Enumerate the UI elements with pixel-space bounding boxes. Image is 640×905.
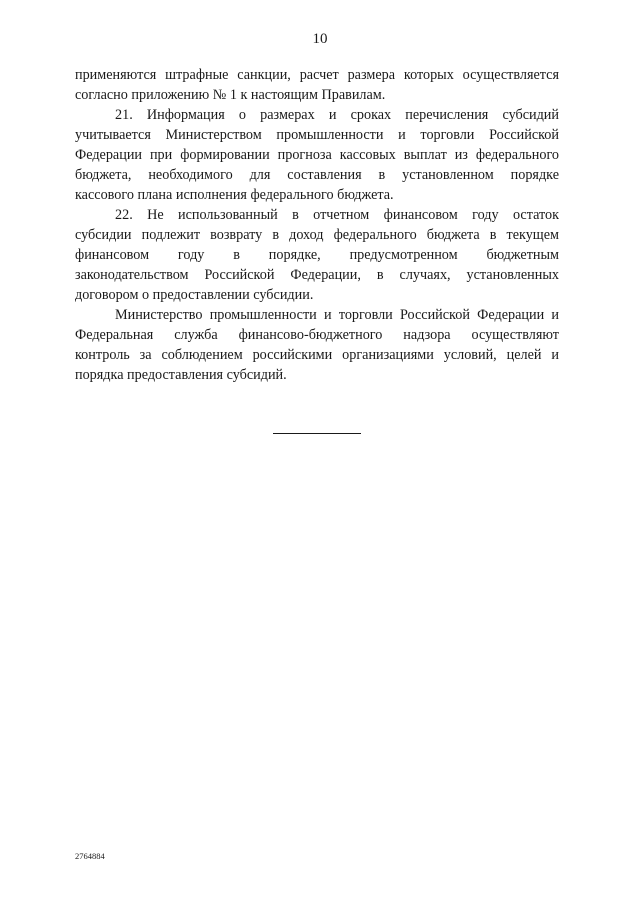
text-line: Министерство промышленности и торговли Российской Федерации и: [115, 307, 559, 323]
text-line: кассового плана исполнения федерального бюджета.: [75, 187, 394, 203]
page-number: 10: [312, 31, 328, 47]
text-line: 21. Информация о размерах и сроках перечисления субсидий: [115, 107, 559, 123]
text-line: Федеральная служба финансово-бюджетного надзора осуществляют: [75, 327, 559, 343]
paragraph-item-21: [75, 105, 559, 205]
document-body: [75, 65, 559, 385]
text-line: согласно приложению № 1 к настоящим Правилам.: [75, 87, 386, 103]
text-line: порядка предоставления субсидий.: [75, 367, 287, 383]
end-divider: [273, 433, 361, 434]
text-line: бюджета, необходимого для составления в установленном порядке: [75, 167, 559, 183]
text-line: договором о предоставлении субсидии.: [75, 287, 314, 303]
text-line: применяются штрафные санкции, расчет размера которых осуществляется: [75, 67, 559, 83]
text-line: контроль за соблюдением российскими организациями условий, целей и: [75, 347, 559, 363]
text-line: финансовом году в порядке, предусмотренном бюджетным: [75, 247, 559, 263]
text-line: 22. Не использованный в отчетном финансовом году остаток: [115, 207, 559, 223]
paragraph-control: [75, 305, 559, 385]
text-line: Федерации при формировании прогноза кассовых выплат из федерального: [75, 147, 559, 163]
text-line: учитывается Министерством промышленности и торговли Российской: [75, 127, 559, 143]
paragraph-continuation: [75, 65, 559, 105]
text-line: субсидии подлежит возврату в доход федерального бюджета в текущем: [75, 227, 559, 243]
text-line: законодательством Российской Федерации, в случаях, установленных: [75, 267, 559, 283]
document-code: 2764884: [75, 851, 105, 861]
paragraph-item-22: [75, 205, 559, 305]
